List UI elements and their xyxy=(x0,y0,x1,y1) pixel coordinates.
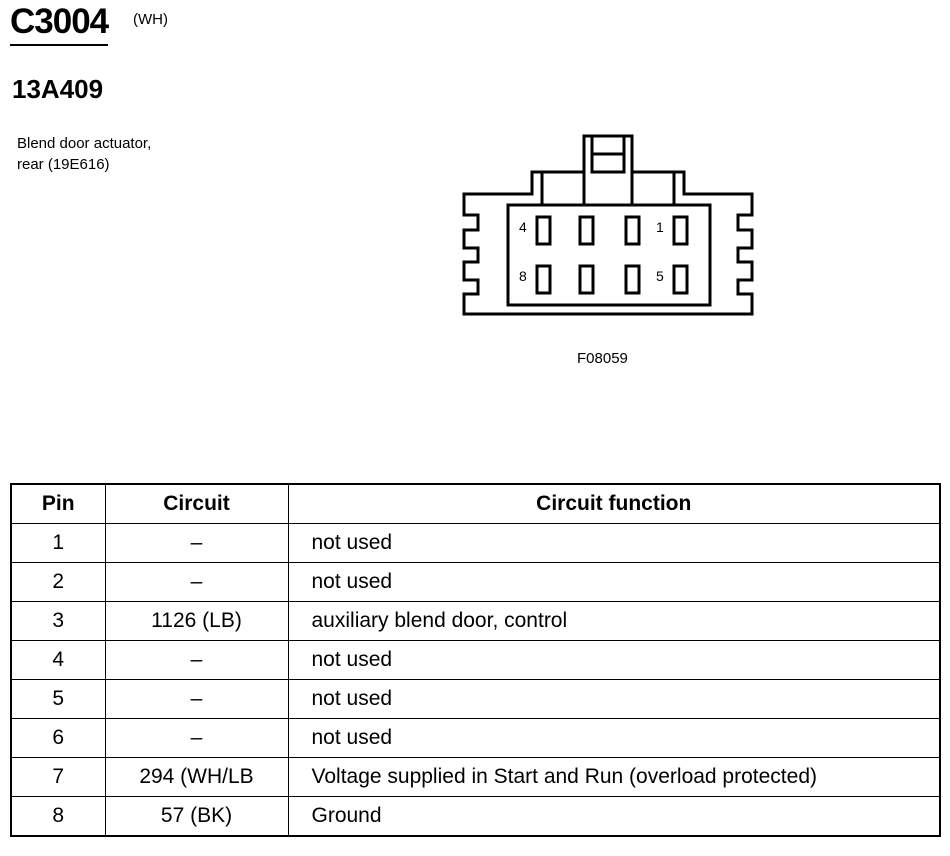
table-header-row xyxy=(11,484,940,524)
pin-cavity xyxy=(580,217,593,244)
cell-pin: 1 xyxy=(11,524,105,563)
cell-circuit: 294 (WH/LB xyxy=(105,758,288,797)
table-row xyxy=(11,524,940,563)
cell-circuit: – xyxy=(105,719,288,758)
cell-pin: 6 xyxy=(11,719,105,758)
cell-circuit: 57 (BK) xyxy=(105,797,288,837)
table-row xyxy=(11,602,940,641)
cell-function: not used xyxy=(288,524,940,563)
cell-circuit: – xyxy=(105,563,288,602)
cell-circuit: 1126 (LB) xyxy=(105,602,288,641)
pin-label-1: 1 xyxy=(656,219,664,235)
cell-function: Voltage supplied in Start and Run (overload protected) xyxy=(288,758,940,797)
header-pin: Pin xyxy=(11,484,105,524)
pin-cavity xyxy=(626,217,639,244)
table-row xyxy=(11,758,940,797)
cell-pin: 4 xyxy=(11,641,105,680)
cell-function: not used xyxy=(288,719,940,758)
cell-pin: 3 xyxy=(11,602,105,641)
cell-pin: 8 xyxy=(11,797,105,837)
table-row xyxy=(11,641,940,680)
cell-function: auxiliary blend door, control xyxy=(288,602,940,641)
cell-circuit: – xyxy=(105,524,288,563)
table-row xyxy=(11,719,940,758)
cell-circuit: – xyxy=(105,680,288,719)
description-line: Blend door actuator, xyxy=(17,135,152,152)
cell-function: not used xyxy=(288,563,940,602)
pin-cavity xyxy=(674,266,687,293)
cell-function: not used xyxy=(288,680,940,719)
component-description xyxy=(17,133,151,175)
table-row xyxy=(11,680,940,719)
header-circuit: Circuit xyxy=(105,484,288,524)
cell-pin: 7 xyxy=(11,758,105,797)
description-line: rear (19E616) xyxy=(17,156,110,173)
pin-cavity xyxy=(537,217,550,244)
connector-id: C3004 xyxy=(10,2,108,46)
figure-code: F08059 xyxy=(577,350,628,367)
pin-cavity xyxy=(580,266,593,293)
header-circuit-function: Circuit function xyxy=(288,484,940,524)
cell-pin: 5 xyxy=(11,680,105,719)
pinout-table xyxy=(10,483,941,837)
pin-label-5: 5 xyxy=(656,268,664,284)
cell-pin: 2 xyxy=(11,563,105,602)
part-number: 13A409 xyxy=(12,74,104,104)
cell-circuit: – xyxy=(105,641,288,680)
pin-label-8: 8 xyxy=(519,268,527,284)
pin-label-4: 4 xyxy=(519,219,527,235)
connector-face-diagram xyxy=(455,130,765,330)
cell-function: Ground xyxy=(288,797,940,837)
pin-cavity xyxy=(674,217,687,244)
table-row xyxy=(11,797,940,837)
pin-cavity xyxy=(537,266,550,293)
pin-cavity xyxy=(626,266,639,293)
cell-function: not used xyxy=(288,641,940,680)
table-row xyxy=(11,563,940,602)
connector-color-code: (WH) xyxy=(133,11,168,28)
